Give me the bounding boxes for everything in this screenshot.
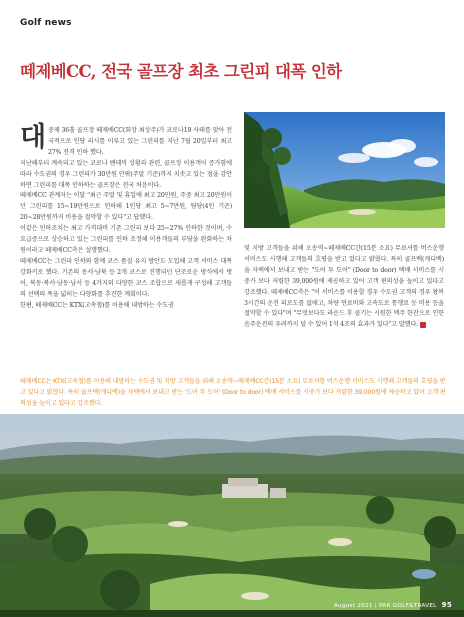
- paragraph-right: 및 지방 고객들을 위해 오송역~떼제베CC간(15분 소요) 무료셔틀 버스운행 서비스도 시행해 고객들의 호평을 받고 있다고 밝혔다. 특히 골프백(캐디백)을 자택에서 보내고 받는 "도어 투 도어" (Door to door) 택배 서비스를 시중가 보다 저렴한 39,000원에 제공하고 있어 고객 편의성을 높이고 있다고 강조했다. 떼제베CC측은 "이 서비스를 이용할 경우 수도권 고객의 경우 왕복 3시간의 운전 피로도를 없애고, 차량 연료비와 고속도로 통행료 등 비용 등을 절약할 수 있다"며 "무엇보다도 라운드 후 즐기는 시원한 맥주 한잔으로 인한 음주운전의 우려까지 덜 수 있어 1석 4조의 효과가 있다"고 말했다.: [244, 245, 444, 329]
- footer-issue: August 2021: [333, 603, 373, 609]
- paragraph-5: 떼제베CC는 그린피 인하와 함께 코스 품질 유지 방안도 도입해 고객 서비스 대폭 강화키로 했다. 기존의 동서·남북 등 2개 코스로 진행되던 단조로운 방식에서 벗어, 북동·북서·남동·남서 등 4가지의 다양한 코스 조합으로 새롭게 구성해 고객들의 선택의 폭을 넓히는 다양화를 추진한 계획이다.: [20, 257, 232, 298]
- photo-caption: 떼제베CC는 KTX(고속철)를 이용해 내방하는 수도권 및 지방 고객들을 위해 오송역~떼제베CC간(15분 소요) 무료셔틀 버스운행 서비스도 시행해 고객들의 호평을 받고 있다고 밝혔다. 특히 골프백(캐디백)을 자택에서 보내고 받는 '도어 투 도어' (Door to door) 택배 서비스를 시중가 보다 저렴한 39,000원에 제공하고 있어 고객 편의성을 높이고 있다고 강조했다.: [20, 378, 446, 407]
- article-body-right: [244, 244, 444, 331]
- article-headline: 떼제베CC, 전국 골프장 최초 그린피 대폭 인하: [20, 62, 342, 81]
- article-end-mark-icon: [420, 322, 426, 328]
- golf-course-aerial-photo: [0, 414, 464, 617]
- aerial-illustration: [0, 414, 464, 617]
- paragraph-2: 지난해부터 계속되고 있는 코로나 팬데믹 상황과 관련, 골프장 이용객이 증가함에 따라 수도권의 경우 그린피가 30만원 안팎(주말 기준)까지 치솟고 있는 점을 감안하면 그린피를 대폭 인하하는 골프장은 전국 처음이다.: [20, 159, 232, 189]
- article-body-left: [20, 122, 232, 311]
- page-footer: August 2021 | PAR GOLF&TRAVEL 95: [333, 601, 452, 609]
- paragraph-4: 이같은 인하조치는 최고 가격대비 기존 그린피 보다 25~27% 인하한 것이며, 수요급증으로 상승하고 있는 그린피를 인하 조정해 이용객들의 부담을 완화하는 차원이라고 떼제베CC측은 설명했다.: [20, 225, 232, 254]
- dropcap: 대: [20, 122, 46, 153]
- page-number: 95: [441, 601, 452, 609]
- paragraph-3: 떼제베CC 관계자는 이달 "최근 주말 및 휴일에 최고 20만원, 주중 최고 20만원이던 그린피를 15~19만원으로 인하해 1인당 최고 5~7만원, 팀당(4인 기준) 20~28만원까지 비용을 절약할 수 있다"고 답했다.: [20, 192, 232, 222]
- footer-magazine: PAR GOLF&TRAVEL: [379, 603, 437, 609]
- fairway-illustration: [244, 112, 445, 228]
- golf-course-photo-fairway: [244, 112, 445, 228]
- paragraph-6: 한편, 떼제베CC는 KTX(고속철)를 이용해 내방하는 수도권: [20, 301, 174, 309]
- section-label: Golf news: [20, 18, 72, 28]
- paragraph-1: 대중제 36홀 골프장 떼제베CC(회장 최상주)가 코로나19 사태를 맞아 전국적으로 인당 리시를 이루고 있는 그린피를 지난 7월 20일부터 최고 27% 전격 인하 했다.: [20, 122, 232, 156]
